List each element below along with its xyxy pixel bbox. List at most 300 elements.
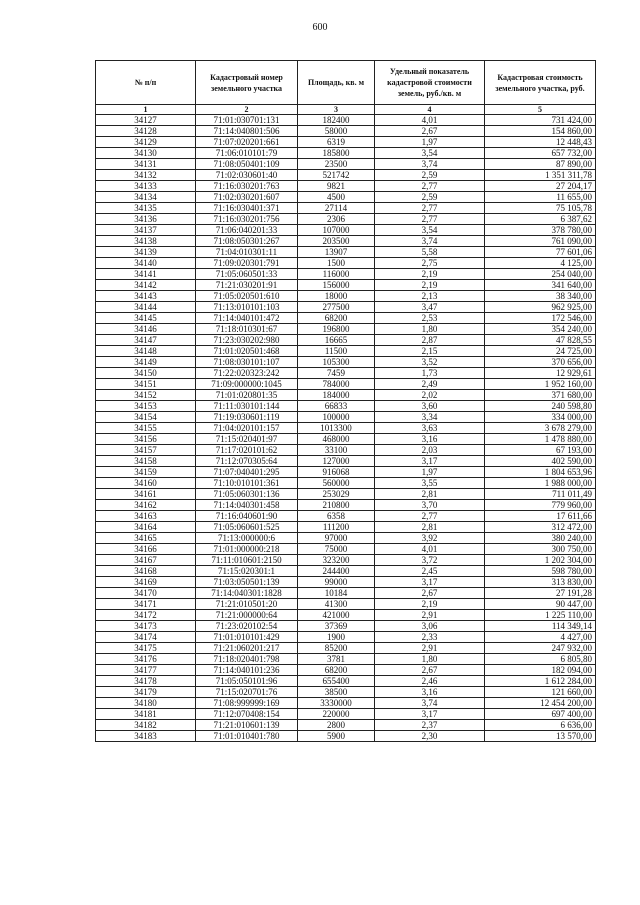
table-row	[96, 478, 596, 489]
cell-specific-value: 2,46	[375, 676, 485, 687]
cell-row-number: 34165	[96, 533, 196, 544]
cell-cadastral-value: 370 656,00	[485, 357, 596, 368]
cell-row-number: 34171	[96, 599, 196, 610]
cell-specific-value: 3,60	[375, 401, 485, 412]
cell-cadastral-value: 4 125,00	[485, 258, 596, 269]
cell-specific-value: 2,75	[375, 258, 485, 269]
table-row	[96, 291, 596, 302]
table-row	[96, 203, 596, 214]
cell-row-number: 34153	[96, 401, 196, 412]
cell-cadastral-number: 71:02:030201:607	[196, 192, 298, 203]
cell-row-number: 34181	[96, 709, 196, 720]
cell-row-number: 34139	[96, 247, 196, 258]
cell-cadastral-value: 3 678 279,00	[485, 423, 596, 434]
cell-cadastral-value: 1 804 653,96	[485, 467, 596, 478]
cell-cadastral-value: 378 780,00	[485, 225, 596, 236]
table-row	[96, 346, 596, 357]
cell-area: 655400	[298, 676, 375, 687]
cell-row-number: 34132	[96, 170, 196, 181]
cell-cadastral-number: 71:15:020701:76	[196, 687, 298, 698]
cell-row-number: 34180	[96, 698, 196, 709]
table-row	[96, 676, 596, 687]
cell-cadastral-value: 47 828,55	[485, 335, 596, 346]
cell-cadastral-number: 71:16:040601:90	[196, 511, 298, 522]
table-row	[96, 599, 596, 610]
table-row	[96, 192, 596, 203]
cell-area: 244400	[298, 566, 375, 577]
cell-area: 11500	[298, 346, 375, 357]
cell-area: 560000	[298, 478, 375, 489]
cell-cadastral-number: 71:12:070408:154	[196, 709, 298, 720]
table-row	[96, 214, 596, 225]
table-row	[96, 236, 596, 247]
cell-area: 6358	[298, 511, 375, 522]
table-row	[96, 610, 596, 621]
cell-specific-value: 3,63	[375, 423, 485, 434]
cell-cadastral-number: 71:01:010101:429	[196, 632, 298, 643]
cell-cadastral-value: 75 105,78	[485, 203, 596, 214]
cell-row-number: 34162	[96, 500, 196, 511]
cell-specific-value: 1,80	[375, 654, 485, 665]
cell-cadastral-value: 380 240,00	[485, 533, 596, 544]
cell-area: 2306	[298, 214, 375, 225]
cell-cadastral-number: 71:16:030401:371	[196, 203, 298, 214]
table-row	[96, 632, 596, 643]
table-row	[96, 687, 596, 698]
cell-cadastral-value: 24 725,00	[485, 346, 596, 357]
cadastral-value-table	[95, 60, 596, 742]
cell-specific-value: 2,77	[375, 203, 485, 214]
table-row	[96, 500, 596, 511]
table-row	[96, 577, 596, 588]
table-row	[96, 434, 596, 445]
cell-row-number: 34159	[96, 467, 196, 478]
cell-specific-value: 3,72	[375, 555, 485, 566]
cell-specific-value: 4,01	[375, 544, 485, 555]
cell-area: 196800	[298, 324, 375, 335]
cell-cadastral-value: 341 640,00	[485, 280, 596, 291]
cell-row-number: 34141	[96, 269, 196, 280]
cell-cadastral-value: 11 655,00	[485, 192, 596, 203]
cell-cadastral-value: 4 427,00	[485, 632, 596, 643]
table-row	[96, 313, 596, 324]
table-row	[96, 731, 596, 742]
cell-cadastral-value: 962 925,00	[485, 302, 596, 313]
cell-row-number: 34152	[96, 390, 196, 401]
cell-specific-value: 3,52	[375, 357, 485, 368]
cell-area: 85200	[298, 643, 375, 654]
cell-area: 68200	[298, 665, 375, 676]
cell-specific-value: 2,81	[375, 522, 485, 533]
cell-row-number: 34157	[96, 445, 196, 456]
cell-row-number: 34173	[96, 621, 196, 632]
cell-area: 10184	[298, 588, 375, 599]
table-row	[96, 379, 596, 390]
table-row	[96, 709, 596, 720]
cell-cadastral-number: 71:16:030201:756	[196, 214, 298, 225]
cell-row-number: 34170	[96, 588, 196, 599]
cell-area: 185800	[298, 148, 375, 159]
cell-area: 111200	[298, 522, 375, 533]
cell-area: 116000	[298, 269, 375, 280]
cell-row-number: 34145	[96, 313, 196, 324]
cell-specific-value: 3,17	[375, 709, 485, 720]
cell-cadastral-value: 313 830,00	[485, 577, 596, 588]
cell-row-number: 34144	[96, 302, 196, 313]
cell-row-number: 34134	[96, 192, 196, 203]
cell-row-number: 34138	[96, 236, 196, 247]
cell-specific-value: 2,81	[375, 489, 485, 500]
cell-specific-value: 3,55	[375, 478, 485, 489]
cell-area: 2800	[298, 720, 375, 731]
cell-cadastral-number: 71:09:000000:1045	[196, 379, 298, 390]
cell-cadastral-number: 71:03:050501:139	[196, 577, 298, 588]
cell-cadastral-value: 312 472,00	[485, 522, 596, 533]
cell-specific-value: 2,13	[375, 291, 485, 302]
cell-cadastral-number: 71:08:999999:169	[196, 698, 298, 709]
cell-row-number: 34129	[96, 137, 196, 148]
cell-area: 220000	[298, 709, 375, 720]
cell-row-number: 34161	[96, 489, 196, 500]
cell-cadastral-value: 38 340,00	[485, 291, 596, 302]
cell-row-number: 34177	[96, 665, 196, 676]
cell-cadastral-value: 121 660,00	[485, 687, 596, 698]
cell-specific-value: 3,74	[375, 159, 485, 170]
cell-row-number: 34172	[96, 610, 196, 621]
cell-area: 68200	[298, 313, 375, 324]
cell-row-number: 34148	[96, 346, 196, 357]
table-row	[96, 511, 596, 522]
table-row	[96, 170, 596, 181]
cell-row-number: 34163	[96, 511, 196, 522]
cell-area: 4500	[298, 192, 375, 203]
cell-specific-value: 2,91	[375, 643, 485, 654]
cell-area: 7459	[298, 368, 375, 379]
cell-area: 253029	[298, 489, 375, 500]
cell-area: 37369	[298, 621, 375, 632]
cell-area: 127000	[298, 456, 375, 467]
cell-cadastral-number: 71:08:050301:267	[196, 236, 298, 247]
table-row	[96, 489, 596, 500]
table-row	[96, 698, 596, 709]
cell-area: 105300	[298, 357, 375, 368]
cell-cadastral-value: 598 780,00	[485, 566, 596, 577]
cell-row-number: 34158	[96, 456, 196, 467]
cell-area: 107000	[298, 225, 375, 236]
cell-cadastral-number: 71:04:020101:157	[196, 423, 298, 434]
cell-cadastral-value: 12 448,43	[485, 137, 596, 148]
column-number: 3	[298, 105, 375, 115]
table-row	[96, 280, 596, 291]
cell-area: 3330000	[298, 698, 375, 709]
cell-row-number: 34130	[96, 148, 196, 159]
table-row	[96, 368, 596, 379]
cell-row-number: 34169	[96, 577, 196, 588]
cell-cadastral-number: 71:01:010401:780	[196, 731, 298, 742]
cell-cadastral-number: 71:07:020201:661	[196, 137, 298, 148]
cell-area: 323200	[298, 555, 375, 566]
cell-cadastral-value: 172 546,00	[485, 313, 596, 324]
cell-cadastral-number: 71:05:060301:136	[196, 489, 298, 500]
cell-cadastral-number: 71:14:040101:236	[196, 665, 298, 676]
cell-cadastral-value: 6 387,62	[485, 214, 596, 225]
cell-cadastral-number: 71:23:030202:980	[196, 335, 298, 346]
cell-cadastral-number: 71:18:020401:798	[196, 654, 298, 665]
cell-row-number: 34150	[96, 368, 196, 379]
column-number: 5	[485, 105, 596, 115]
cell-cadastral-number: 71:05:050101:96	[196, 676, 298, 687]
header-cadastral-value: Кадастровая стоимость земельного участка, руб.	[485, 61, 596, 105]
cell-specific-value: 2,37	[375, 720, 485, 731]
cell-cadastral-number: 71:07:040401:295	[196, 467, 298, 478]
cell-cadastral-number: 71:14:040101:472	[196, 313, 298, 324]
cell-area: 210800	[298, 500, 375, 511]
cell-row-number: 34146	[96, 324, 196, 335]
cell-cadastral-number: 71:14:040801:506	[196, 126, 298, 137]
cell-area: 421000	[298, 610, 375, 621]
cell-cadastral-value: 1 952 160,00	[485, 379, 596, 390]
table-row	[96, 247, 596, 258]
cell-area: 75000	[298, 544, 375, 555]
cell-cadastral-value: 6 636,00	[485, 720, 596, 731]
cell-area: 9821	[298, 181, 375, 192]
cell-specific-value: 2,77	[375, 181, 485, 192]
cell-cadastral-value: 87 890,00	[485, 159, 596, 170]
cell-area: 27114	[298, 203, 375, 214]
cell-cadastral-value: 1 478 880,00	[485, 434, 596, 445]
cell-area: 6319	[298, 137, 375, 148]
cell-cadastral-number: 71:12:070305:64	[196, 456, 298, 467]
cell-cadastral-value: 90 447,00	[485, 599, 596, 610]
cell-row-number: 34166	[96, 544, 196, 555]
cell-area: 18000	[298, 291, 375, 302]
table-row	[96, 720, 596, 731]
cell-specific-value: 2,77	[375, 214, 485, 225]
cell-cadastral-value: 154 860,00	[485, 126, 596, 137]
cell-specific-value: 2,02	[375, 390, 485, 401]
cell-cadastral-number: 71:13:000000:6	[196, 533, 298, 544]
cell-row-number: 34135	[96, 203, 196, 214]
cell-specific-value: 2,67	[375, 588, 485, 599]
table-row	[96, 390, 596, 401]
cell-specific-value: 1,80	[375, 324, 485, 335]
cell-cadastral-number: 71:11:010601:2150	[196, 555, 298, 566]
cell-cadastral-value: 6 805,80	[485, 654, 596, 665]
table-row	[96, 412, 596, 423]
cell-cadastral-value: 1 612 284,00	[485, 676, 596, 687]
table-body	[96, 115, 596, 742]
cell-cadastral-number: 71:19:030601:119	[196, 412, 298, 423]
header-cadastral-number: Кадастровый номер земельного участка	[196, 61, 298, 105]
cell-specific-value: 2,67	[375, 126, 485, 137]
cell-cadastral-number: 71:15:020301:1	[196, 566, 298, 577]
cell-row-number: 34154	[96, 412, 196, 423]
table-row	[96, 181, 596, 192]
table-row	[96, 643, 596, 654]
cell-cadastral-value: 761 090,00	[485, 236, 596, 247]
cell-area: 184000	[298, 390, 375, 401]
table-row	[96, 445, 596, 456]
cell-specific-value: 1,97	[375, 467, 485, 478]
cell-row-number: 34137	[96, 225, 196, 236]
table-row	[96, 324, 596, 335]
cell-specific-value: 2,19	[375, 599, 485, 610]
column-number: 1	[96, 105, 196, 115]
cell-cadastral-number: 71:21:030201:91	[196, 280, 298, 291]
cell-area: 16665	[298, 335, 375, 346]
cell-area: 277500	[298, 302, 375, 313]
column-number: 2	[196, 105, 298, 115]
cell-area: 58000	[298, 126, 375, 137]
cell-specific-value: 3,06	[375, 621, 485, 632]
table-row	[96, 137, 596, 148]
cell-cadastral-number: 71:22:020323:242	[196, 368, 298, 379]
cell-area: 13907	[298, 247, 375, 258]
cell-area: 203500	[298, 236, 375, 247]
cell-cadastral-value: 12 929,61	[485, 368, 596, 379]
cell-cadastral-number: 71:21:060201:217	[196, 643, 298, 654]
cell-cadastral-number: 71:04:010301:11	[196, 247, 298, 258]
cell-specific-value: 1,97	[375, 137, 485, 148]
cell-specific-value: 2,59	[375, 192, 485, 203]
cell-specific-value: 3,34	[375, 412, 485, 423]
cell-cadastral-value: 731 424,00	[485, 115, 596, 126]
cell-area: 1900	[298, 632, 375, 643]
table-row	[96, 665, 596, 676]
cell-cadastral-value: 27 191,28	[485, 588, 596, 599]
cell-cadastral-number: 71:14:040301:1828	[196, 588, 298, 599]
cell-specific-value: 2,53	[375, 313, 485, 324]
cell-specific-value: 3,74	[375, 236, 485, 247]
cell-row-number: 34160	[96, 478, 196, 489]
cell-cadastral-value: 657 732,00	[485, 148, 596, 159]
table-row	[96, 544, 596, 555]
cell-cadastral-value: 711 011,49	[485, 489, 596, 500]
cell-row-number: 34167	[96, 555, 196, 566]
cell-cadastral-value: 779 960,00	[485, 500, 596, 511]
table-row	[96, 566, 596, 577]
cell-specific-value: 1,73	[375, 368, 485, 379]
cell-cadastral-value: 27 204,17	[485, 181, 596, 192]
cell-cadastral-number: 71:05:020501:610	[196, 291, 298, 302]
cell-area: 521742	[298, 170, 375, 181]
cell-row-number: 34156	[96, 434, 196, 445]
table-row	[96, 621, 596, 632]
cell-cadastral-number: 71:05:060601:525	[196, 522, 298, 533]
cell-area: 66833	[298, 401, 375, 412]
table-row	[96, 225, 596, 236]
cell-area: 38500	[298, 687, 375, 698]
cell-area: 99000	[298, 577, 375, 588]
cell-row-number: 34149	[96, 357, 196, 368]
cell-cadastral-value: 17 611,66	[485, 511, 596, 522]
table-row	[96, 467, 596, 478]
cell-row-number: 34133	[96, 181, 196, 192]
table-row	[96, 522, 596, 533]
cell-row-number: 34174	[96, 632, 196, 643]
cell-row-number: 34147	[96, 335, 196, 346]
cell-row-number: 34164	[96, 522, 196, 533]
cell-cadastral-value: 402 590,00	[485, 456, 596, 467]
cell-area: 23500	[298, 159, 375, 170]
cell-specific-value: 3,70	[375, 500, 485, 511]
cell-cadastral-number: 71:14:040301:458	[196, 500, 298, 511]
cell-cadastral-value: 254 040,00	[485, 269, 596, 280]
table-row	[96, 148, 596, 159]
cell-specific-value: 3,74	[375, 698, 485, 709]
cell-specific-value: 3,16	[375, 687, 485, 698]
cell-cadastral-value: 240 598,80	[485, 401, 596, 412]
cell-row-number: 34131	[96, 159, 196, 170]
cell-row-number: 34155	[96, 423, 196, 434]
cell-cadastral-number: 71:05:060501:33	[196, 269, 298, 280]
table-row	[96, 258, 596, 269]
cell-specific-value: 2,77	[375, 511, 485, 522]
cell-cadastral-value: 247 932,00	[485, 643, 596, 654]
cell-cadastral-value: 371 680,00	[485, 390, 596, 401]
cell-area: 916068	[298, 467, 375, 478]
cell-cadastral-number: 71:13:010101:103	[196, 302, 298, 313]
table-row	[96, 423, 596, 434]
table-row	[96, 588, 596, 599]
table-row	[96, 159, 596, 170]
table-row	[96, 533, 596, 544]
cell-specific-value: 3,17	[375, 577, 485, 588]
cell-cadastral-number: 71:08:050401:109	[196, 159, 298, 170]
cell-cadastral-value: 1 351 311,78	[485, 170, 596, 181]
cell-specific-value: 3,92	[375, 533, 485, 544]
cell-cadastral-number: 71:06:010101:79	[196, 148, 298, 159]
cell-cadastral-number: 71:16:030201:763	[196, 181, 298, 192]
cell-specific-value: 2,33	[375, 632, 485, 643]
cell-cadastral-number: 71:06:040201:33	[196, 225, 298, 236]
cell-area: 33100	[298, 445, 375, 456]
page-number: 600	[312, 22, 328, 33]
cell-cadastral-number: 71:02:030601:40	[196, 170, 298, 181]
cell-specific-value: 2,67	[375, 665, 485, 676]
header-specific-value: Удельный показатель кадастровой стоимости земель, руб./кв. м	[375, 61, 485, 105]
cell-row-number: 34140	[96, 258, 196, 269]
cell-area: 5900	[298, 731, 375, 742]
cell-specific-value: 2,59	[375, 170, 485, 181]
cell-row-number: 34151	[96, 379, 196, 390]
cell-row-number: 34182	[96, 720, 196, 731]
table-row	[96, 126, 596, 137]
table-row	[96, 654, 596, 665]
cell-specific-value: 2,87	[375, 335, 485, 346]
cell-row-number: 34176	[96, 654, 196, 665]
cell-specific-value: 3,17	[375, 456, 485, 467]
cell-cadastral-value: 13 570,00	[485, 731, 596, 742]
cell-cadastral-value: 354 240,00	[485, 324, 596, 335]
table-row	[96, 456, 596, 467]
cell-specific-value: 2,49	[375, 379, 485, 390]
cell-row-number: 34175	[96, 643, 196, 654]
cell-specific-value: 2,03	[375, 445, 485, 456]
cell-cadastral-number: 71:01:020801:35	[196, 390, 298, 401]
cell-specific-value: 3,54	[375, 225, 485, 236]
cell-cadastral-number: 71:21:000000:64	[196, 610, 298, 621]
cell-cadastral-value: 182 094,00	[485, 665, 596, 676]
table-row	[96, 115, 596, 126]
cell-cadastral-number: 71:08:030101:107	[196, 357, 298, 368]
table-header-row	[96, 61, 596, 105]
cell-area: 468000	[298, 434, 375, 445]
cell-cadastral-number: 71:11:030101:144	[196, 401, 298, 412]
cell-row-number: 34128	[96, 126, 196, 137]
cell-cadastral-value: 67 193,00	[485, 445, 596, 456]
cell-row-number: 34179	[96, 687, 196, 698]
